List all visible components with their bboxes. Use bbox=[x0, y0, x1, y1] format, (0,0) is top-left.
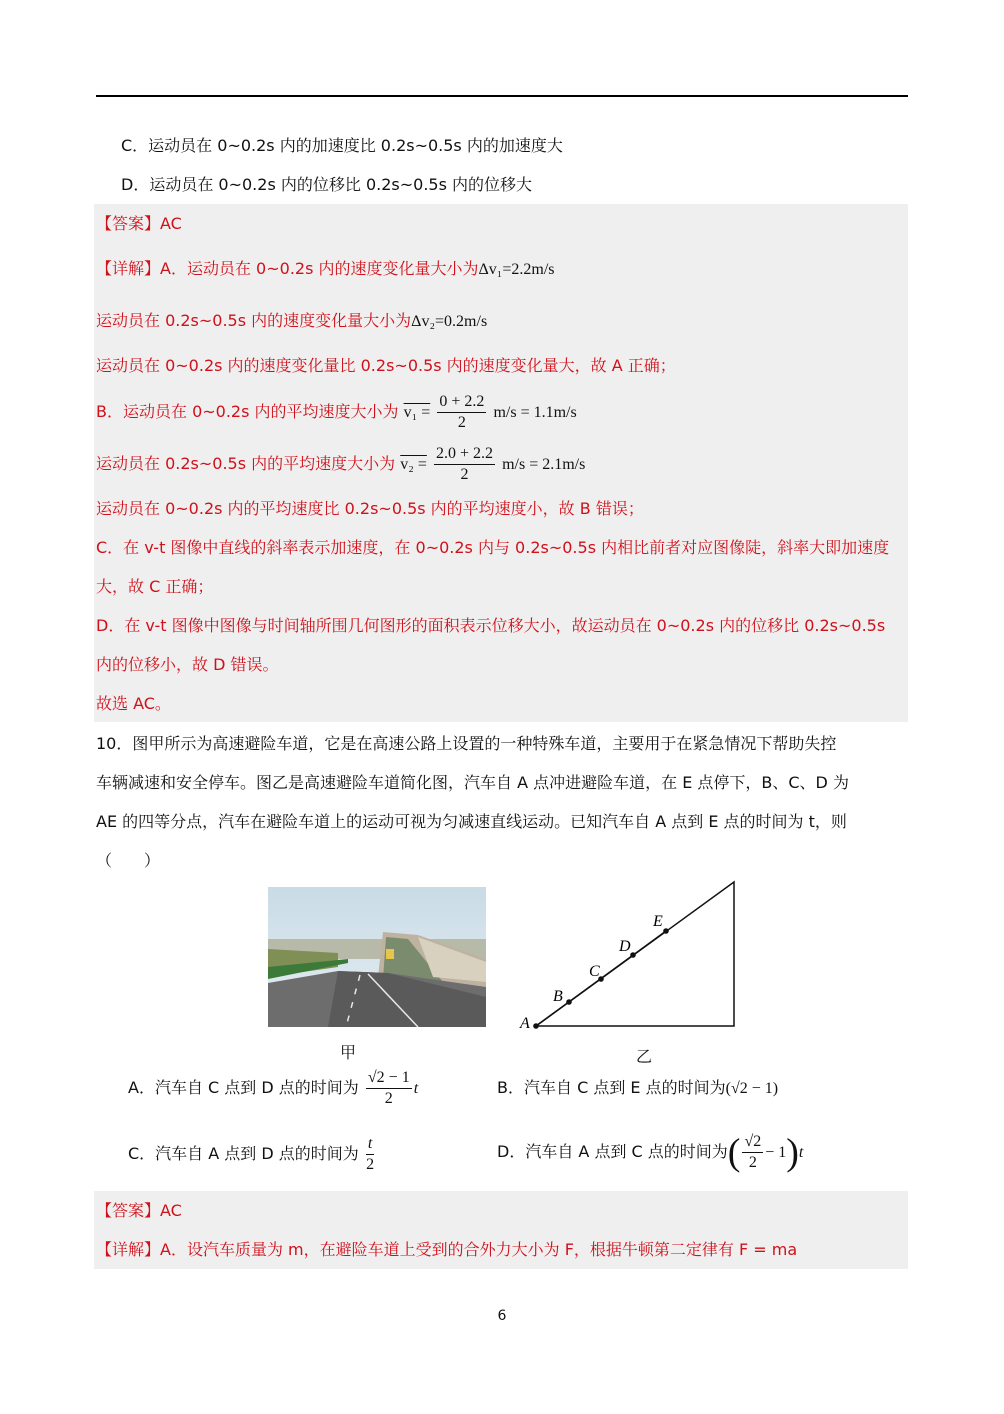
q10-line-2: 车辆减速和安全停车。图乙是高速避险车道简化图，汽车自 A 点冲进避险车道，在 E 点停下，B、C、D 为 bbox=[96, 773, 849, 792]
diagram-label-b: B bbox=[553, 988, 563, 1005]
caption-yi: 乙 bbox=[636, 1047, 653, 1066]
b2-fraction: $\frac{2.0 + 2.2}{2}$ bbox=[435, 445, 493, 483]
q9-detail-a1: 【详解】A．运动员在 0~0.2s 内的速度变化量大小为Δv₁=2.2m/s bbox=[96, 259, 555, 278]
q10-option-c: C．汽车自 A 点到 D 点的时间为 $\frac{t}{2}$ bbox=[128, 1135, 375, 1173]
opt-c-fraction: $\frac{t}{2}$ bbox=[366, 1135, 375, 1173]
diagram-point-b bbox=[566, 999, 572, 1005]
q10-option-d: D．汽车自 A 点到 C 点的时间为( $\frac{√2}{2}$ − 1)t bbox=[497, 1131, 804, 1174]
q10-detail: 【详解】A．设汽车质量为 m，在避险车道上受到的合外力大小为 F，根据牛顿第二定律有 F = ma bbox=[96, 1240, 798, 1259]
runaway-lane-photo bbox=[268, 887, 486, 1027]
q10-line-3: AE 的四等分点，汽车在避险车道上的运动可视为匀减速直线运动。已知汽车自 A 点到 E 点的时间为 t，则 bbox=[96, 812, 847, 831]
q9-detail-d1: D．在 v-t 图像中图像与时间轴所围几何图形的面积表示位移大小，故运动员在 0~0.2s 内的位移比 0.2s~0.5s bbox=[96, 616, 886, 635]
q9-detail-b1: B．运动员在 0~0.2s 内的平均速度大小为 v₁ = $\frac{0 + 2.2}{2}$ m/s = 1.1m/s bbox=[96, 393, 577, 431]
q10-line-4: （ ） bbox=[96, 851, 161, 870]
q9-detail-b3: 运动员在 0~0.2s 内的平均速度比 0.2s~0.5s 内的平均速度小，故 B 错误； bbox=[96, 499, 644, 518]
page-number: 6 bbox=[497, 1308, 507, 1324]
q9-option-c: C．运动员在 0~0.2s 内的加速度比 0.2s~0.5s 内的加速度大 bbox=[121, 136, 563, 155]
q9-detail-b2: 运动员在 0.2s~0.5s 内的平均速度大小为 v₂ = $\frac{2.0 + 2.2}{2}$ m/s = 2.1m/s bbox=[96, 445, 586, 483]
q10-line-1: 10．图甲所示为高速避险车道，它是在高速公路上设置的一种特殊车道，主要用于在紧急情况下帮助失控 bbox=[96, 734, 837, 753]
runaway-lane-diagram bbox=[516, 876, 746, 1036]
diagram-point-a bbox=[533, 1023, 539, 1029]
q9-detail-c2: 大，故 C 正确； bbox=[96, 577, 214, 596]
diagram-label-d: D bbox=[619, 938, 631, 955]
q10-option-a: A．汽车自 C 点到 D 点的时间为 $\frac{√2 - 1}{2}$ t bbox=[128, 1069, 419, 1107]
caption-jia: 甲 bbox=[340, 1043, 357, 1062]
q9-conclusion: 故选 AC。 bbox=[96, 694, 171, 713]
opt-d-fraction: $\frac{√2}{2}$ bbox=[744, 1133, 762, 1171]
diagram-point-e bbox=[663, 928, 669, 934]
q9-detail-c1: C．在 v-t 图像中直线的斜率表示加速度，在 0~0.2s 内与 0.2s~0.5s 内相比前者对应图像陡，斜率大即加速度 bbox=[96, 538, 890, 557]
q9-detail-a3: 运动员在 0~0.2s 内的速度变化量比 0.2s~0.5s 内的速度变化量大，故 A 正确； bbox=[96, 356, 676, 375]
diagram-point-d bbox=[630, 952, 636, 958]
q9-detail-d2: 内的位移小，故 D 错误。 bbox=[96, 655, 279, 674]
diagram-label-a: A bbox=[520, 1015, 530, 1032]
q9-option-d: D．运动员在 0~0.2s 内的位移比 0.2s~0.5s 内的位移大 bbox=[121, 175, 533, 194]
q9-answer: 【答案】AC bbox=[96, 214, 182, 233]
q10-option-b: B．汽车自 C 点到 E 点的时间为(√2 − 1) bbox=[497, 1078, 779, 1097]
b1-fraction: $\frac{0 + 2.2}{2}$ bbox=[439, 393, 485, 431]
header-rule bbox=[96, 95, 908, 97]
diagram-label-e: E bbox=[653, 913, 663, 930]
q10-answer: 【答案】AC bbox=[96, 1201, 182, 1220]
opt-a-fraction: $\frac{√2 - 1}{2}$ bbox=[367, 1069, 410, 1107]
q9-detail-a2: 运动员在 0.2s~0.5s 内的速度变化量大小为Δv₂=0.2m/s bbox=[96, 311, 488, 330]
diagram-label-c: C bbox=[589, 963, 600, 980]
